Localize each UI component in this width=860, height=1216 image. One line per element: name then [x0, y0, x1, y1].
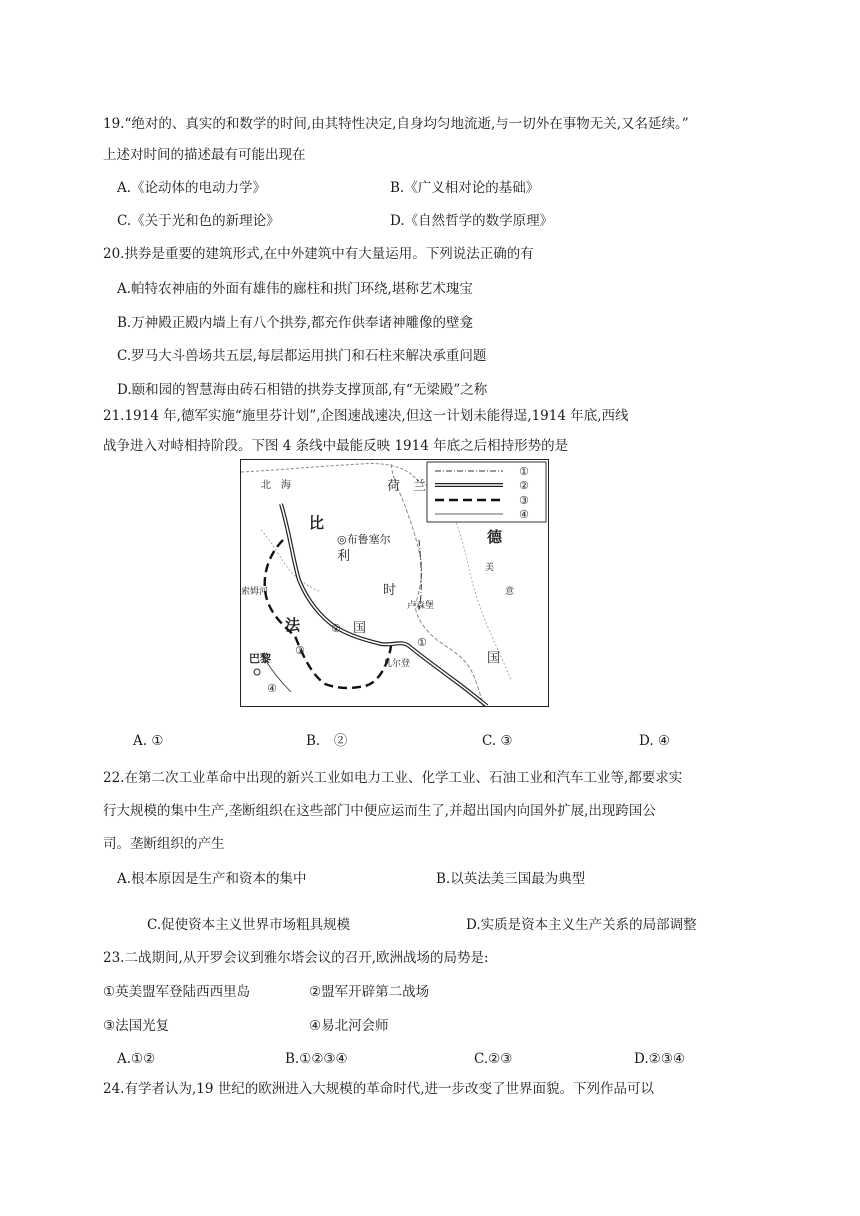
- q19-stem-line1: 19.“绝对的、真实的和数学的时间,由其特性决定,自身均匀地流逝,与一切外在事物无关,又名延续。”: [103, 116, 689, 132]
- q20-stem: 20.拱券是重要的建筑形式,在中外建筑中有大量运用。下列说法正确的有: [103, 246, 534, 262]
- q23-item-4: ④易北河会师: [309, 1018, 389, 1034]
- map-mark-3: ③: [295, 644, 305, 657]
- q22-option-a: A.根本原因是生产和资本的集中: [117, 871, 307, 887]
- map-mark-4: ④: [267, 682, 277, 695]
- q21-option-d: D. ④: [639, 733, 671, 749]
- map-label-belgium-2: 利: [337, 549, 351, 564]
- map-label-river: 索姆河: [241, 587, 269, 597]
- q19-option-b: B.《广义相对论的基础》: [390, 180, 540, 196]
- q23-item-1: ①英美盟军登陆西西里岛: [103, 984, 251, 1000]
- q22-stem-line2: 行大规模的集中生产,垄断组织在这些部门中便应运而生了,并超出国内向国外扩展,出现跨国公: [103, 803, 656, 819]
- q21-option-b: B. ②: [306, 733, 348, 749]
- q19-option-d: D.《自然哲学的数学原理》: [390, 213, 554, 229]
- q23-item-2: ②盟军开辟第二战场: [309, 984, 430, 1000]
- q21-stem-line1: 21.1914 年,德军实施“施里芬计划”,企图速战速决,但这一计划未能得逞,1914 年底,西线: [103, 408, 629, 424]
- line-3: [265, 540, 391, 688]
- map-mark-2: ②: [331, 622, 341, 635]
- q22-option-d: D.实质是资本主义生产关系的局部调整: [466, 917, 697, 933]
- legend-label-2: ②: [519, 479, 529, 492]
- western-front-map: [240, 459, 549, 707]
- map-label-paris: 巴黎: [249, 652, 271, 665]
- q23-option-d: D.②③④: [634, 1051, 685, 1067]
- q21-option-a: A. ①: [133, 733, 164, 749]
- q23-option-a: A.①②: [117, 1051, 156, 1067]
- q22-option-c: C.促使资本主义世界市场粗具规模: [147, 917, 351, 933]
- q22-option-b: B.以英法美三国最为典型: [436, 871, 586, 887]
- q23-item-3: ③法国光复: [103, 1018, 170, 1034]
- q19-option-a: A.《论动体的电动力学》: [117, 180, 267, 196]
- map-drawing: [241, 460, 548, 706]
- map-label-germany-guo: 国: [487, 651, 501, 666]
- q20-option-c: C.罗马大斗兽场共五层,每层都运用拱门和石柱来解决承重问题: [117, 348, 487, 364]
- map-label-netherlands: 荷 兰: [387, 479, 427, 494]
- legend-label-4: ④: [519, 508, 529, 521]
- map-label-belgium-1: 比: [309, 514, 325, 532]
- q19-option-c: C.《关于光和色的新理论》: [117, 213, 280, 229]
- paris-marker: [254, 669, 260, 675]
- map-label-germany-2: 意: [505, 587, 515, 597]
- q19-stem-line2: 上述对时间的描述最有可能出现在: [103, 147, 306, 163]
- q23-stem: 23.二战期间,从开罗会议到雅尔塔会议的召开,欧洲战场的局势是:: [103, 950, 489, 966]
- map-label-luxembourg: 卢森堡: [407, 601, 435, 611]
- q20-option-d: D.颐和园的智慧海由砖石相错的拱券支撑顶部,有“无梁殿”之称: [117, 382, 488, 398]
- map-label-brussels: ◎布鲁塞尔: [337, 533, 391, 546]
- map-label-france: 法: [285, 616, 301, 634]
- q21-option-c: C. ③: [482, 733, 513, 749]
- q21-stem-line2: 战争进入对峙相持阶段。下图 4 条线中最能反映 1914 年底之后相持形势的是: [103, 438, 569, 454]
- q22-stem-line1: 22.在第二次工业革命中出现的新兴工业如电力工业、化学工业、石油工业和汽车工业等,都要求实: [103, 770, 683, 786]
- q24-stem: 24.有学者认为,19 世纪的欧洲进入大规模的革命时代,进一步改变了世界面貌。下列作品可以: [103, 1081, 655, 1097]
- map-label-belgium-3: 时: [383, 583, 397, 598]
- q22-stem-line3: 司。垄断组织的产生: [103, 836, 225, 852]
- q20-option-a: A.帕特农神庙的外面有雄伟的廊柱和拱门环绕,堪称艺术瑰宝: [117, 281, 473, 297]
- legend-label-3: ③: [519, 494, 529, 507]
- q23-option-c: C.②③: [474, 1051, 513, 1067]
- map-label-sea: 北 海: [261, 480, 291, 491]
- q23-option-b: B.①②③④: [285, 1051, 348, 1067]
- map-label-verdun: 凡尔登: [383, 659, 411, 669]
- legend-label-1: ①: [519, 465, 529, 478]
- map-label-germany-1: 德: [487, 528, 503, 546]
- map-mark-1: ①: [417, 636, 427, 649]
- border-line-east: [449, 500, 511, 680]
- q20-option-b: B.万神殿正殿内墙上有八个拱券,都充作供奉诸神雕像的壁龛: [117, 315, 474, 331]
- map-label-germany-small-1: 美: [485, 563, 495, 573]
- map-label-guo-belgium: 国: [353, 621, 367, 636]
